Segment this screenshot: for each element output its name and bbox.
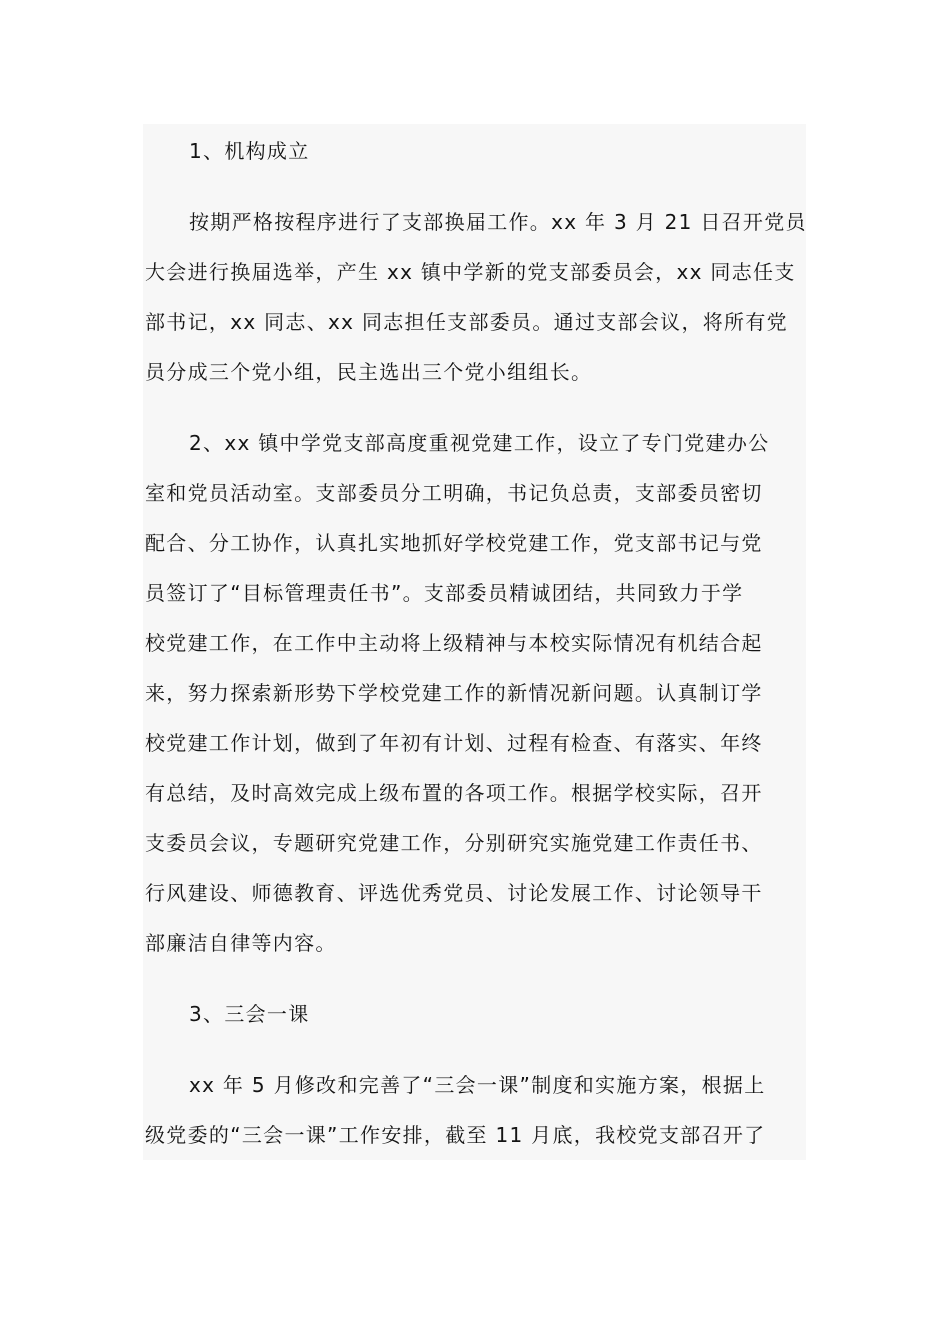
paragraph-1-line-2: 大会进行换届选举，产生 xx 镇中学新的党支部委员会，xx 同志任支: [145, 260, 796, 284]
paragraph-2-line-9: 支委员会议，专题研究党建工作，分别研究实施党建工作责任书、: [145, 831, 763, 855]
paragraph-3-line-1: xx 年 5 月修改和完善了“三会一课”制度和实施方案，根据上: [189, 1073, 766, 1097]
section-heading-1: 1、机构成立: [189, 139, 310, 163]
paragraph-3-line-2: 级党委的“三会一课”工作安排，截至 11 月底，我校党支部召开了: [145, 1123, 766, 1147]
document-text-area: [143, 124, 806, 1160]
paragraph-2-line-6: 来，努力探索新形势下学校党建工作的新情况新问题。认真制订学: [145, 681, 763, 705]
paragraph-2-line-7: 校党建工作计划，做到了年初有计划、过程有检查、有落实、年终: [145, 731, 763, 755]
paragraph-2-line-5: 校党建工作，在工作中主动将上级精神与本校实际情况有机结合起: [145, 631, 763, 655]
paragraph-2-line-4: 员签订了“目标管理责任书”。支部委员精诚团结，共同致力于学: [145, 581, 744, 605]
paragraph-1-line-3: 部书记，xx 同志、xx 同志担任支部委员。通过支部会议，将所有党: [145, 310, 788, 334]
paragraph-2-line-10: 行风建设、师德教育、评选优秀党员、讨论发展工作、讨论领导干: [145, 881, 763, 905]
paragraph-1-line-4: 员分成三个党小组，民主选出三个党小组组长。: [145, 360, 593, 384]
paragraph-2-line-3: 配合、分工协作，认真扎实地抓好学校党建工作，党支部书记与党: [145, 531, 763, 555]
paragraph-2-line-11: 部廉洁自律等内容。: [145, 931, 337, 955]
paragraph-1-line-1: 按期严格按程序进行了支部换届工作。xx 年 3 月 21 日召开党员: [189, 210, 807, 234]
paragraph-2-line-1: 2、xx 镇中学党支部高度重视党建工作，设立了专门党建办公: [189, 431, 770, 455]
section-heading-3: 3、三会一课: [189, 1002, 310, 1026]
paragraph-2-line-2: 室和党员活动室。支部委员分工明确，书记负总责，支部委员密切: [145, 481, 763, 505]
paragraph-2-line-8: 有总结，及时高效完成上级布置的各项工作。根据学校实际，召开: [145, 781, 763, 805]
